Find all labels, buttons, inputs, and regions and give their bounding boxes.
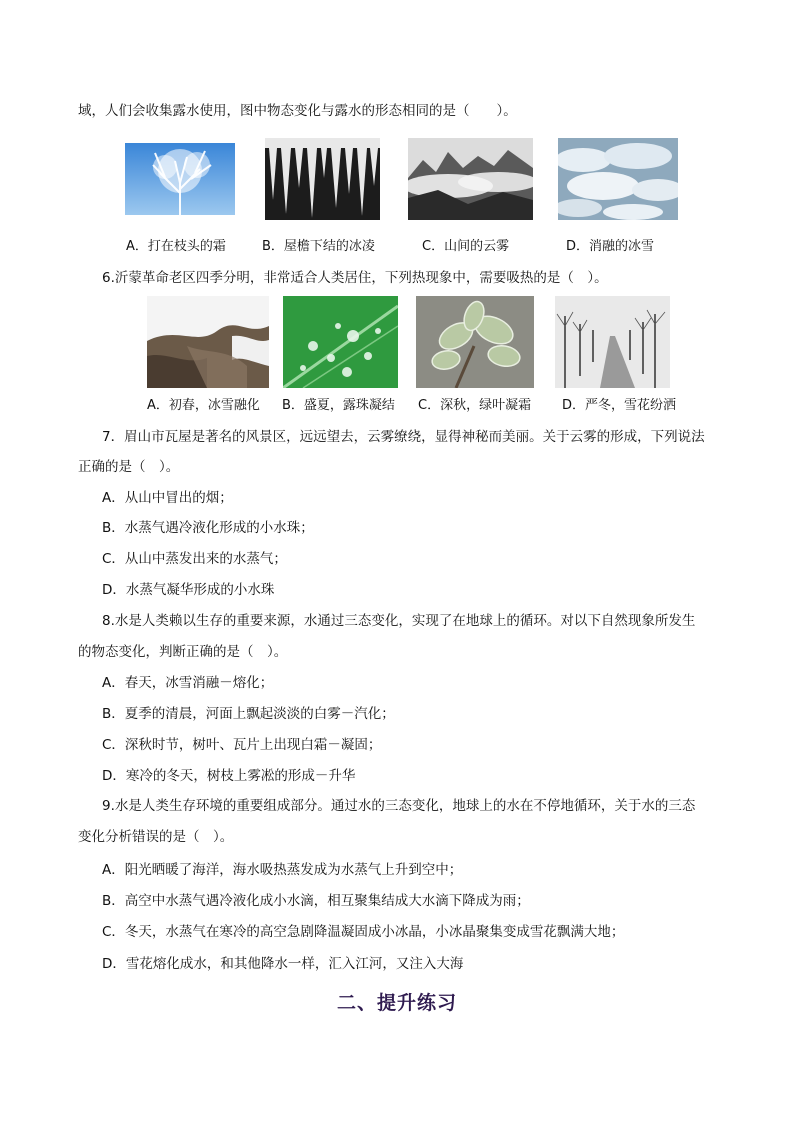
q5-option-b: B．屋檐下结的冰凌 [262, 239, 375, 254]
q9-option-d: D．雪花熔化成水，和其他降水一样，汇入江河，又注入大海 [102, 956, 464, 972]
q6-option-d: D．严冬，雪花纷洒 [562, 398, 677, 413]
q6-option-c: C．深秋，绿叶凝霜 [418, 398, 532, 413]
q9-stem-line2: 变化分析错误的是（ ）。 [78, 829, 234, 845]
q5-option-c: C．山间的云雾 [422, 239, 510, 254]
q7-option-a: A．从山中冒出的烟； [102, 490, 233, 506]
q7-stem-line1: 7．眉山市瓦屋是著名的风景区，远远望去，云雾缭绕，显得神秘而美丽。关于云雾的形成，下列说法 [102, 429, 705, 445]
section-title: 二、提升练习 [336, 992, 457, 1014]
q9-stem-line1: 9.水是人类生存环境的重要组成部分。通过水的三态变化，地球上的水在不停地循环，关于水的三态 [102, 798, 696, 814]
melting-ice-image [558, 138, 678, 220]
q8-option-a: A．春天，冰雪消融－熔化； [102, 675, 274, 691]
q7-option-b: B．水蒸气遇冷液化形成的小水珠； [102, 520, 314, 536]
mountain-fog-image [408, 138, 533, 220]
q9-option-a: A．阳光晒暖了海洋，海水吸热蒸发成为水蒸气上升到空中； [102, 862, 463, 878]
frost-tree-image [125, 143, 235, 215]
q9-option-c: C．冬天，水蒸气在寒冷的高空急剧降温凝固成小冰晶，小冰晶聚集变成雪花飘满大地； [102, 924, 625, 940]
q7-option-c: C．从山中蒸发出来的水蒸气； [102, 551, 287, 567]
q5-option-a: A．打在枝头的霜 [126, 239, 226, 254]
q8-option-d: D．寒冷的冬天，树枝上雾凇的形成－升华 [102, 768, 356, 784]
q9-option-b: B．高空中水蒸气遇冷液化成小水滴，相互聚集结成大水滴下降成为雨； [102, 893, 530, 909]
q6-stem: 6.沂蒙革命老区四季分明，非常适合人类居住，下列热现象中，需要吸热的是（ ）。 [102, 270, 608, 286]
q6-option-a: A．初春，冰雪融化 [147, 398, 260, 413]
q8-stem-line2: 的物态变化，判断正确的是（ ）。 [78, 644, 288, 660]
dew-drops-image [283, 296, 398, 388]
q5-option-d: D．消融的冰雪 [566, 239, 655, 254]
q8-option-b: B．夏季的清晨，河面上飘起淡淡的白雾－汽化； [102, 706, 395, 722]
q8-option-c: C．深秋时节，树叶、瓦片上出现白霜－凝固； [102, 737, 382, 753]
q8-stem-line1: 8.水是人类赖以生存的重要来源，水通过三态变化，实现了在地球上的循环。对以下自然现象所发生 [102, 613, 696, 629]
frosted-leaves-image [416, 296, 534, 388]
melting-snow-image [147, 296, 269, 388]
icicles-image [265, 138, 380, 220]
q6-option-b: B．盛夏，露珠凝结 [282, 398, 395, 413]
q5-stem-tail: 域，人们会收集露水使用，图中物态变化与露水的形态相同的是（ ）。 [78, 103, 517, 119]
q7-stem-line2: 正确的是（ ）。 [78, 459, 180, 475]
snowfall-road-image [555, 296, 670, 388]
q7-option-d: D．水蒸气凝华形成的小水珠 [102, 582, 275, 598]
